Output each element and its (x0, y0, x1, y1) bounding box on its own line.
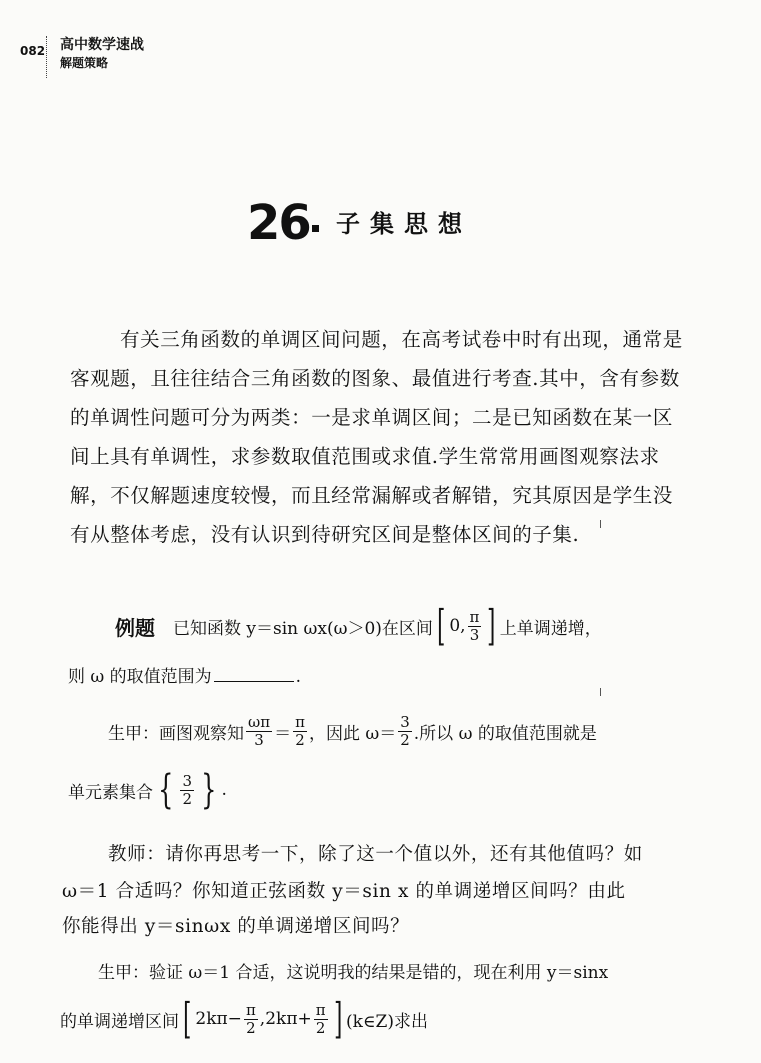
fraction-denominator: 3 (254, 730, 264, 749)
book-subtitle: 解题策略 (60, 56, 109, 70)
student-b-text: (k∈Z)求出 (346, 1011, 428, 1032)
student-a-text: 生甲：画图观察知 (108, 723, 244, 744)
left-bracket: [ (183, 994, 192, 1043)
student-a-line (68, 767, 227, 813)
interval-start: 0, (449, 616, 466, 636)
student-b-line: 生甲：验证 ω＝1 合适，这说明我的结果是错的，现在利用 y＝sinx (98, 963, 609, 983)
example-label: 例题 (115, 615, 155, 640)
example-text: 则 ω 的取值范围为 (68, 667, 212, 687)
intro-line: 有从整体考虑，没有认识到待研究区间是整体区间的子集. (70, 523, 580, 546)
interval-part: ,2kπ+ (259, 1009, 312, 1029)
right-bracket: ] (487, 601, 496, 650)
left-bracket: [ (437, 601, 446, 650)
fraction-denominator: 2 (295, 730, 305, 749)
student-a-text: .所以 ω 的取值范围就是 (413, 723, 597, 744)
fraction-numerator: π (295, 713, 305, 731)
student-a-text: . (221, 780, 227, 800)
scan-mark (600, 688, 601, 696)
intro-line: 解，不仅解题速度较慢，而且经常漏解或者解错，究其原因是学生没 (70, 484, 674, 507)
fraction (244, 1002, 258, 1036)
example-text: 上单调递增， (499, 618, 602, 639)
fraction-numerator: π (315, 1001, 326, 1019)
fraction-numerator: π (469, 608, 480, 626)
fraction-numerator: 3 (182, 772, 192, 790)
student-a-text: ，因此 ω＝ (308, 723, 397, 744)
header-divider (46, 36, 47, 78)
fraction (314, 1002, 328, 1036)
book-title: 高中数学速战 (60, 37, 144, 53)
example-text: . (295, 667, 302, 687)
teacher-line: ω＝1 合适吗？你知道正弦函数 y＝sin x 的单调递增区间吗？由此 (62, 881, 626, 902)
fraction-denominator: 2 (182, 789, 192, 808)
interval-part: 2kπ− (195, 1009, 242, 1029)
example-line (68, 662, 301, 687)
fraction-numerator: 3 (400, 713, 410, 731)
answer-blank (214, 667, 294, 682)
student-a-text: 单元素集合 (68, 782, 153, 803)
fraction (180, 773, 194, 807)
page-number: 082 (20, 44, 46, 58)
section-number-dot (312, 225, 319, 232)
fraction (293, 714, 307, 748)
right-brace: } (201, 767, 217, 813)
fraction (246, 714, 272, 748)
fraction (398, 714, 412, 748)
section-number: 26 (247, 195, 310, 251)
left-brace: { (158, 767, 174, 813)
student-b-line (60, 994, 428, 1043)
example-line (115, 601, 602, 650)
fraction-numerator: π (245, 1001, 256, 1019)
section-title: 子集思想 (336, 210, 472, 238)
intro-line: 的单调性问题可分为两类：一是求单调区间；二是已知函数在某一区 (70, 406, 674, 429)
fraction (468, 609, 482, 643)
fraction-denominator: 2 (246, 1018, 256, 1037)
teacher-line: 教师：请你再思考一下，除了这一个值以外，还有其他值吗？如 (108, 844, 643, 865)
fraction-denominator: 2 (400, 730, 410, 749)
intro-line: 客观题，且往往结合三角函数的图象、最值进行考查.其中，含有参数 (70, 367, 680, 390)
intro-line: 有关三角函数的单调区间问题，在高考试卷中时有出现，通常是 (120, 328, 683, 351)
student-b-text: 的单调递增区间 (60, 1011, 179, 1032)
right-bracket: ] (333, 994, 342, 1043)
example-text: 已知函数 y＝sin ωx(ω＞0)在区间 (173, 618, 433, 639)
teacher-line: 你能得出 y＝sinωx 的单调递增区间吗？ (62, 916, 410, 937)
student-a-line (108, 714, 597, 748)
intro-line: 间上具有单调性，求参数取值范围或求值.学生常常用画图观察法求 (70, 445, 660, 468)
scan-mark (600, 520, 601, 528)
fraction-denominator: 2 (315, 1018, 326, 1037)
fraction-denominator: 3 (469, 625, 480, 644)
equals-sign: ＝ (274, 723, 292, 744)
fraction-numerator: ωπ (248, 713, 271, 731)
